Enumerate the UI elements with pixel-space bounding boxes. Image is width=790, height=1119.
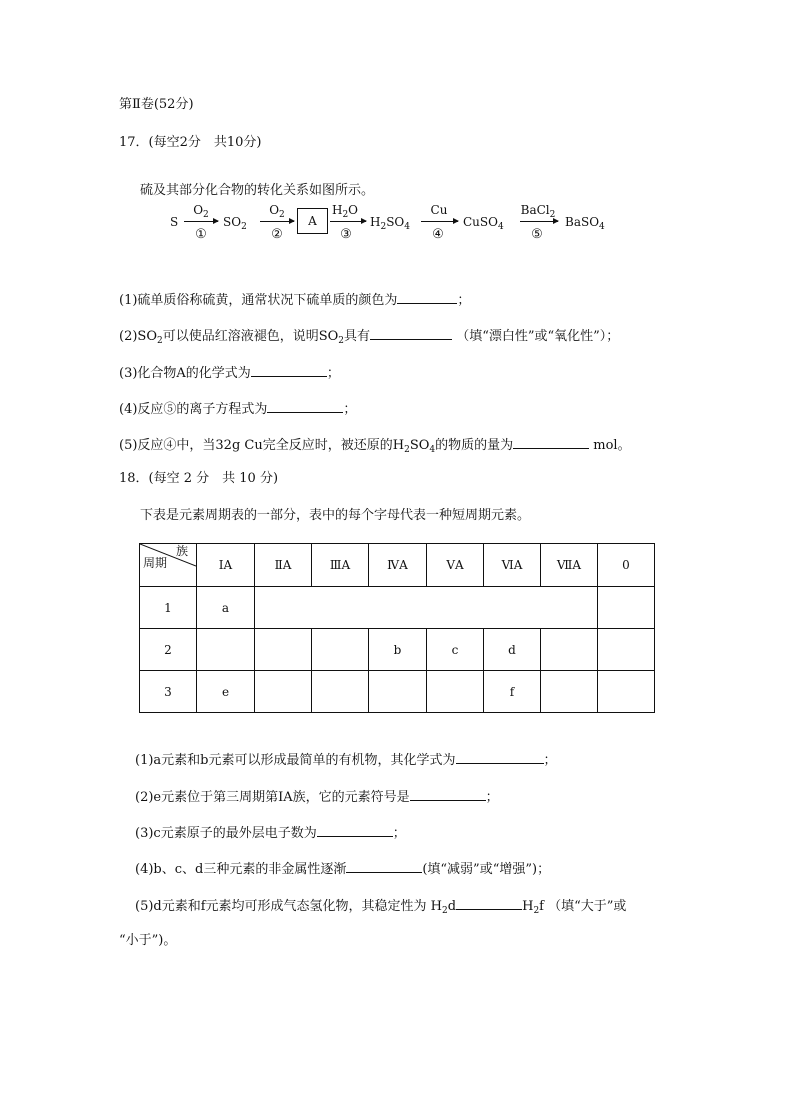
- q17-sub3: (3)化合物A的化学式为 ；: [119, 362, 340, 383]
- q17-intro: 硫及其部分化合物的转化关系如图所示。: [140, 183, 375, 198]
- element-cell: d: [484, 629, 541, 671]
- answer-blank[interactable]: [456, 895, 522, 910]
- step5-arrow: [520, 221, 558, 222]
- step2-number: ②: [271, 227, 283, 242]
- period-cell: 3: [140, 671, 197, 713]
- q17-sub5: (5)反应④中，当32g Cu完全反应时，被还原的$H_2SO_4$的物质的量为 mol。: [119, 434, 631, 455]
- step3-product: $H_2SO_4$: [370, 215, 410, 232]
- group-header: ⅢA: [312, 544, 369, 587]
- q17-header: 17．(每空2分 共10分): [119, 135, 262, 150]
- element-cell: [598, 629, 655, 671]
- element-cell: a: [197, 587, 255, 629]
- group-header: IA: [197, 544, 255, 587]
- step3-arrow: [330, 221, 366, 222]
- q18-sub2: (2)e元素位于第三周期第ⅠA族，它的元素符号是 ；: [135, 786, 499, 807]
- step4-number: ④: [432, 227, 444, 242]
- step1-reagent: $O_2$: [193, 203, 209, 220]
- element-cell: [541, 671, 598, 713]
- step1-product: $SO_2$: [223, 215, 247, 232]
- scheme-start: S: [170, 215, 179, 229]
- step2-reagent: $O_2$: [269, 203, 285, 220]
- answer-blank[interactable]: [410, 786, 486, 801]
- q17-sub1: (1)硫单质俗称硫黄，通常状况下硫单质的颜色为 ；: [119, 289, 470, 310]
- answer-blank[interactable]: [267, 398, 343, 413]
- answer-blank[interactable]: [370, 325, 452, 340]
- step4-arrow: [421, 221, 458, 222]
- element-cell: [427, 671, 484, 713]
- compound-a-box: A: [297, 208, 328, 234]
- element-cell: [541, 629, 598, 671]
- q18-header: 18．(每空 2 分 共 10 分): [119, 471, 279, 486]
- step3-number: ③: [340, 227, 352, 242]
- element-cell: [369, 671, 427, 713]
- q18-intro: 下表是元素周期表的一部分，表中的每个字母代表一种短周期元素。: [140, 508, 531, 523]
- step4-product: CuSO$_4$: [463, 215, 504, 232]
- step5-product: BaSO$_4$: [565, 215, 605, 232]
- step5-number: ⑤: [531, 227, 543, 242]
- corner-group-label: 族: [176, 544, 189, 558]
- element-cell: [255, 629, 312, 671]
- step3-reagent: $H_2O$: [331, 203, 359, 220]
- step1-number: ①: [195, 227, 207, 242]
- q18-sub3: (3)c元素原子的最外层电子数为 ；: [135, 822, 406, 843]
- q18-sub5-continued: “小于”)。: [119, 933, 177, 948]
- q18-sub4: (4)b、c、d三种元素的非金属性逐渐 (填“减弱”或“增强”)；: [135, 858, 550, 879]
- q17-sub2: $(2)SO_2$可以使品红溶液褪色，说明$SO_2$具有 （填“漂白性”或“氧化性”）；: [119, 325, 619, 346]
- answer-blank[interactable]: [397, 289, 457, 304]
- element-cell: [197, 629, 255, 671]
- element-cell: [312, 629, 369, 671]
- answer-blank[interactable]: [513, 434, 589, 449]
- answer-blank[interactable]: [456, 749, 544, 764]
- group-header: ⅣA: [369, 544, 427, 587]
- answer-blank[interactable]: [346, 858, 422, 873]
- answer-blank[interactable]: [317, 822, 393, 837]
- element-cell: [312, 671, 369, 713]
- group-header: ⅦA: [541, 544, 598, 587]
- group-header: 0: [598, 544, 655, 587]
- corner-period-label: 周期: [143, 556, 168, 570]
- q18-sub5: (5)d元素和f元素均可形成气态氢化物，其稳定性为 $H_2d$ $H_2f$ （填“大于”或: [135, 895, 626, 916]
- step4-reagent: Cu: [430, 203, 448, 217]
- step5-reagent: BaCl$_2$: [520, 203, 556, 220]
- section-title: 第Ⅱ卷(52分): [119, 97, 194, 112]
- answer-blank[interactable]: [251, 362, 327, 377]
- q18-sub1: (1)a元素和b元素可以形成最简单的有机物，其化学式为 ；: [135, 749, 557, 770]
- step1-arrow: [184, 221, 218, 222]
- element-cell: e: [197, 671, 255, 713]
- element-cell: c: [427, 629, 484, 671]
- period-cell: 1: [140, 587, 197, 629]
- group-header: ⅤA: [427, 544, 484, 587]
- element-cell: [598, 671, 655, 713]
- table-corner: [140, 544, 197, 587]
- blank-span-cell: [255, 587, 598, 629]
- period-cell: 2: [140, 629, 197, 671]
- element-cell: [598, 587, 655, 629]
- group-header: ⅡA: [255, 544, 312, 587]
- step2-arrow: [260, 221, 294, 222]
- periodic-table: [139, 543, 655, 713]
- element-cell: b: [369, 629, 427, 671]
- element-cell: f: [484, 671, 541, 713]
- group-header: ⅥA: [484, 544, 541, 587]
- element-cell: [255, 671, 312, 713]
- q17-sub4: (4)反应⑤的离子方程式为 ；: [119, 398, 356, 419]
